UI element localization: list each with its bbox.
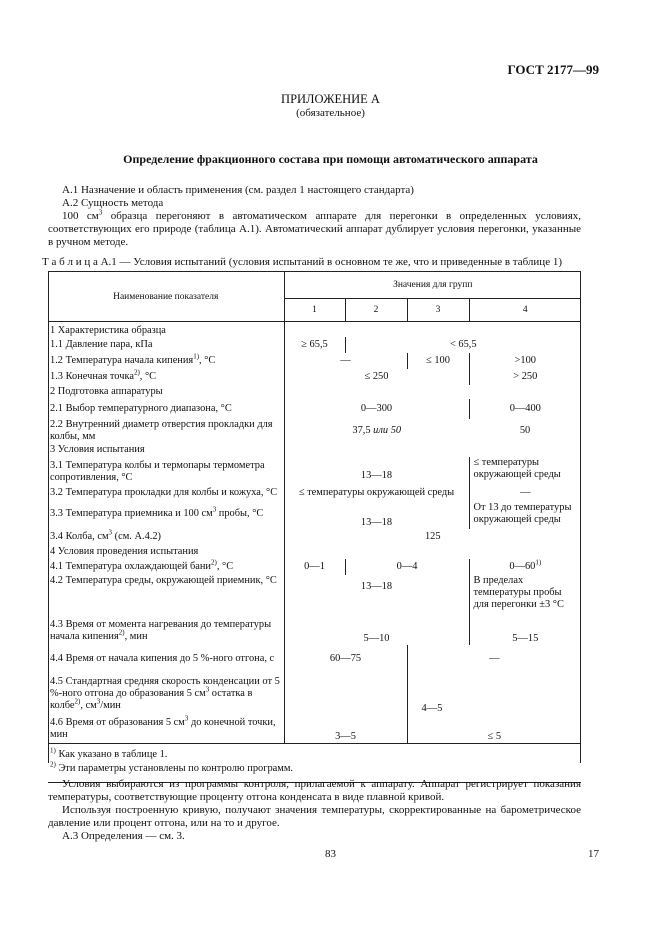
cell-value: 13—18 — [284, 457, 469, 487]
page-number-center: 83 — [325, 848, 336, 860]
section-heading: Определение фракционного состава при помощи автоматического аппарата — [123, 152, 538, 166]
table-row — [48, 645, 581, 673]
footnote-mark: 2) — [50, 760, 56, 769]
table-row — [48, 575, 581, 617]
cell-value: 5—10 — [284, 617, 469, 645]
cell-value: 0—1 — [284, 559, 345, 575]
cell-value: ≥ 65,5 — [284, 337, 345, 353]
row-label-text: 1.3 Конечная точка — [50, 371, 134, 382]
table-row — [48, 457, 581, 487]
col-header-name: Наименование показателя — [48, 272, 284, 322]
row-label: 1.1 Давление пара, кПа — [48, 337, 284, 353]
cell-value: 0—4 — [345, 559, 469, 575]
row-label-text: 1.2 Температура начала кипения — [50, 355, 194, 366]
table-row — [48, 399, 581, 419]
after-paragraph-3: А.3 Определения — см. 3. — [62, 830, 185, 842]
cell-value — [284, 419, 469, 443]
table-row — [48, 369, 581, 385]
cell-value: 0—400 — [509, 403, 541, 414]
row-label: 4 Условия проведения испытания — [48, 545, 284, 559]
cell-value: 0—300 — [284, 399, 469, 419]
row-label-text: 4.6 Время от образования 5 см — [50, 716, 185, 728]
row-label — [48, 559, 284, 575]
footnote-ref: 1) — [193, 352, 200, 361]
col-header-values: Значения для групп — [284, 272, 581, 299]
row-label-unit: /мин — [100, 700, 121, 711]
row-label: 3 Условия испытания — [48, 443, 284, 457]
row-label-text: 3.3 Температура приемника и 100 см — [50, 508, 213, 519]
group-2-header: 2 — [345, 299, 407, 322]
row-label: 1 Характеристика образца — [48, 322, 284, 338]
cell-value: 3—5 — [335, 730, 356, 742]
group-3-header: 3 — [407, 299, 469, 322]
unit-sup: 3 — [212, 505, 217, 514]
row-label — [48, 499, 284, 529]
unit-sup: 3 — [96, 697, 101, 706]
group-4-header: 4 — [469, 299, 581, 322]
row-label-text3: , см — [80, 700, 97, 711]
appendix-status: (обязательное) — [296, 107, 365, 119]
cell-value: ≤ температуры окружающей среды — [473, 457, 561, 480]
page-number-right: 17 — [588, 848, 599, 860]
cell-value: — — [407, 645, 581, 673]
intro-paragraph — [48, 210, 581, 249]
row-label — [48, 673, 284, 715]
cell-value: 4—5 — [421, 703, 443, 714]
footnote-ref: 1) — [535, 558, 542, 567]
table-row — [48, 385, 581, 399]
unit-sup: 3 — [108, 528, 113, 537]
row-label: 4.4 Время от начала кипения до 5 %-ного отгона, с — [48, 645, 284, 673]
footnote-text: Как указано в таблице 1. — [55, 748, 168, 760]
cell-value-text: 0—60 — [509, 561, 536, 572]
row-label: 3.2 Температура прокладки для колбы и кожуха, °С — [48, 487, 284, 499]
cell-value: В пределах температуры пробы для перегонки ±3 °С — [473, 575, 564, 610]
footnote-ref: 2) — [211, 558, 217, 567]
cell-value: 125 — [424, 531, 441, 542]
unit-sup: 3 — [184, 714, 189, 723]
row-label — [48, 353, 284, 369]
table-row — [48, 499, 581, 529]
footnote-text: Эти параметры установлены по контролю программ. — [55, 762, 294, 774]
intro-a2: А.2 Сущность метода — [62, 197, 164, 209]
cell-value — [469, 559, 581, 575]
intro-text: образца перегоняют в автоматическом аппарате для перегонки в определенных условиях, соответствующих его природе (таблица А.1). Автоматический аппарат дублирует условия перегонки, указанные в ручном методе. — [48, 210, 581, 248]
table-row — [48, 559, 581, 575]
cell-value: ≤ 250 — [284, 369, 469, 385]
after-paragraph-2: Используя построенную кривую, получают значения температуры, скорректированные на барометрическое давление или процент отгона, или на то и другое. — [48, 804, 581, 829]
footnote-1 — [48, 743, 581, 762]
row-label — [48, 715, 284, 743]
intro-volume: 100 см — [62, 210, 99, 222]
row-label-unit: , °С — [199, 355, 216, 366]
row-label: 2.2 Внутренний диаметр отверстия прокладки для колбы, мм — [48, 419, 284, 443]
row-label — [48, 617, 284, 645]
cell-value: От 13 до температуры окружающей среды — [473, 502, 572, 525]
appendix-title — [0, 92, 661, 120]
table-row — [48, 529, 581, 545]
after-paragraph-1: Условия выбираются из программы контроля, прилагаемой к аппарату. Аппарат регистрирует показания температуры, соответствующие проценту отгона конденсата в виде плавной кривой. — [48, 778, 581, 803]
cell-value: 5—15 — [512, 633, 539, 644]
table-row — [48, 715, 581, 743]
cell-value: — — [520, 487, 531, 498]
row-label — [48, 369, 284, 385]
standard-number: ГОСТ 2177—99 — [507, 62, 599, 77]
table-row — [48, 353, 581, 369]
cell-value: ≤ температуры окружающей среды — [284, 487, 469, 499]
row-label: 2.1 Выбор температурного диапазона, °С — [48, 399, 284, 419]
row-label: 3.1 Температура колбы и термопары термометра сопротивления, °С — [48, 457, 284, 487]
footnote-ref: 2) — [133, 368, 140, 377]
row-label-unit: до конечной точки, мин — [50, 716, 276, 740]
table-row — [48, 673, 581, 715]
row-label: 2 Подготовка аппаратуры — [48, 385, 284, 399]
cell-value-b: или 50 — [373, 425, 402, 436]
intro-a1: А.1 Назначение и область применения (см. раздел 1 настоящего стандарта) — [62, 184, 414, 196]
cell-value: < 65,5 — [449, 339, 477, 350]
row-label-unit: (см. А.4.2) — [112, 531, 162, 542]
row-label-unit: , °С — [139, 371, 157, 382]
cell-value: ≤ 100 — [407, 353, 469, 369]
row-label — [48, 529, 284, 545]
table-row — [48, 545, 581, 559]
cell-value: 13—18 — [284, 575, 469, 617]
cell-value: 60—75 — [329, 653, 362, 664]
table-row — [48, 617, 581, 645]
conditions-table — [48, 271, 581, 783]
row-label-unit: , мин — [124, 631, 148, 642]
row-label-text: 4.5 Стандартная средняя скорость конденсации от 5 %-ного отгона до образования 5 см — [50, 676, 280, 699]
cell-value: 13—18 — [284, 499, 469, 529]
appendix-label: ПРИЛОЖЕНИЕ А — [281, 92, 380, 106]
footnote-mark: 1) — [50, 746, 56, 755]
footnote-ref: 2) — [74, 697, 81, 706]
table-row — [48, 487, 581, 499]
footnote-ref: 2) — [118, 628, 125, 637]
row-label-text: 3.4 Колба, см — [50, 531, 109, 542]
table-footnote — [48, 743, 581, 762]
cell-value: 50 — [519, 425, 531, 436]
row-label-unit: пробы, °С — [216, 508, 264, 519]
table-row — [48, 337, 581, 353]
group-1-header: 1 — [284, 299, 345, 322]
row-label-unit: , °С — [216, 561, 234, 572]
unit-sup: 3 — [205, 685, 210, 694]
cell-value: >100 — [514, 355, 536, 366]
table-row — [48, 322, 581, 338]
cell-value: > 250 — [513, 371, 538, 382]
cell-value-a: 37,5 — [352, 425, 374, 436]
row-label: 4.2 Температура среды, окружающей приемник, °С — [48, 575, 284, 617]
row-label-text: 4.3 Время от момента нагревания до температуры начала кипения — [50, 619, 272, 642]
table-row — [48, 419, 581, 443]
cell-value: — — [340, 355, 351, 366]
intro-sup: 3 — [98, 208, 103, 217]
table-row — [48, 443, 581, 457]
row-label-text: 4.1 Температура охлаждающей бани — [50, 561, 211, 572]
table-caption: Т а б л и ц а А.1 — Условия испытаний (условия испытаний в основном те же, что и приведенные в таблице 1) — [42, 256, 562, 268]
row-label-text2: остатка в колбе — [50, 688, 253, 711]
cell-value: ≤ 5 — [407, 715, 581, 743]
